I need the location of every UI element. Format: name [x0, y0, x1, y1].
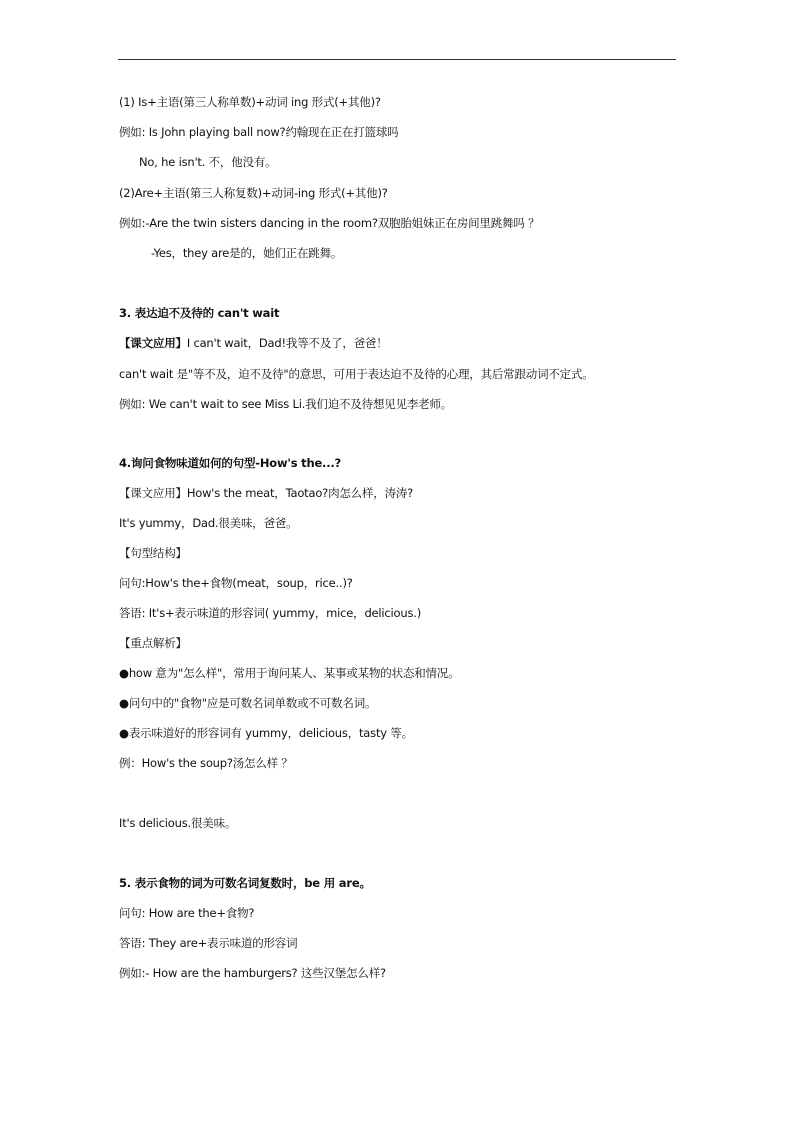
answer-line-2: -Yes，they are是的，她们正在跳舞。: [151, 246, 343, 260]
example-line-2: 例如:-Are the twin sisters dancing in the room?双胞胎姐妹正在房间里跳舞吗 ？: [119, 216, 540, 230]
text-application-content: I can't wait，Dad!我等不及了，爸爸！: [186, 336, 388, 350]
section-3-heading: 3. 表达迫不及待的 can't wait: [119, 306, 280, 320]
key-point-3: ●表示味道好的形容词有 yummy，delicious，tasty 等。: [119, 726, 413, 740]
rule-line-1: (1) Is+主语(第三人称单数)+动词 ing 形式(+其他)?: [119, 95, 381, 109]
sentence-structure-label: 【句型结构】: [119, 546, 187, 560]
section-4-example-answer: It's delicious.很美味。: [119, 816, 237, 830]
section-5-question: 问句: How are the+食物?: [119, 906, 255, 920]
text-application-label: 【课文应用】: [119, 336, 187, 350]
key-point-2: ●问句中的"食物"应是可数名词单数或不可数名词。: [119, 696, 377, 710]
section-3-example: 例如: We can't wait to see Miss Li.我们迫不及待想见见李老师。: [119, 397, 453, 411]
section-4-text-application: [119, 485, 413, 501]
rule-line-2: (2)Are+主语(第三人称复数)+动词-ing 形式(+其他)?: [119, 186, 388, 200]
section-4-reply: It's yummy，Dad.很美味，爸爸。: [119, 516, 298, 530]
header-rule: [118, 59, 676, 60]
section-5-example: 例如:- How are the hamburgers? 这些汉堡怎么样?: [119, 966, 386, 980]
section-3-text-application: [119, 335, 388, 351]
key-point-1: ●how 意为"怎么样"，常用于询问某人、某事或某物的状态和情况。: [119, 666, 460, 680]
answer-pattern: 答语: It's+表示味道的形容词( yummy，mice，delicious.): [119, 606, 422, 620]
text-application-label-2: 【课文应用】: [119, 486, 187, 500]
section-4-example-question: 例：How's the soup?汤怎么样 ？: [119, 756, 293, 770]
key-points-label: 【重点解析】: [119, 636, 187, 650]
section-3-explanation: can't wait 是"等不及，迫不及待"的意思，可用于表达迫不及待的心理，其后常跟动词不定式。: [119, 367, 594, 381]
section-4-heading: 4.询问食物味道如何的句型-How's the...?: [119, 456, 342, 470]
section-5-heading: 5. 表示食物的词为可数名词复数时，be 用 are。: [119, 876, 371, 890]
section-5-answer: 答语: They are+表示味道的形容词: [119, 936, 298, 950]
example-line-1: 例如: Is John playing ball now?约翰现在正在打篮球吗: [119, 125, 399, 139]
answer-line-1: No, he isn't. 不，他没有。: [139, 155, 277, 169]
text-application-content-2: How's the meat，Taotao?肉怎么样，涛涛?: [186, 486, 414, 500]
question-pattern: 问句:How's the+食物(meat，soup，rice..)?: [119, 576, 353, 590]
